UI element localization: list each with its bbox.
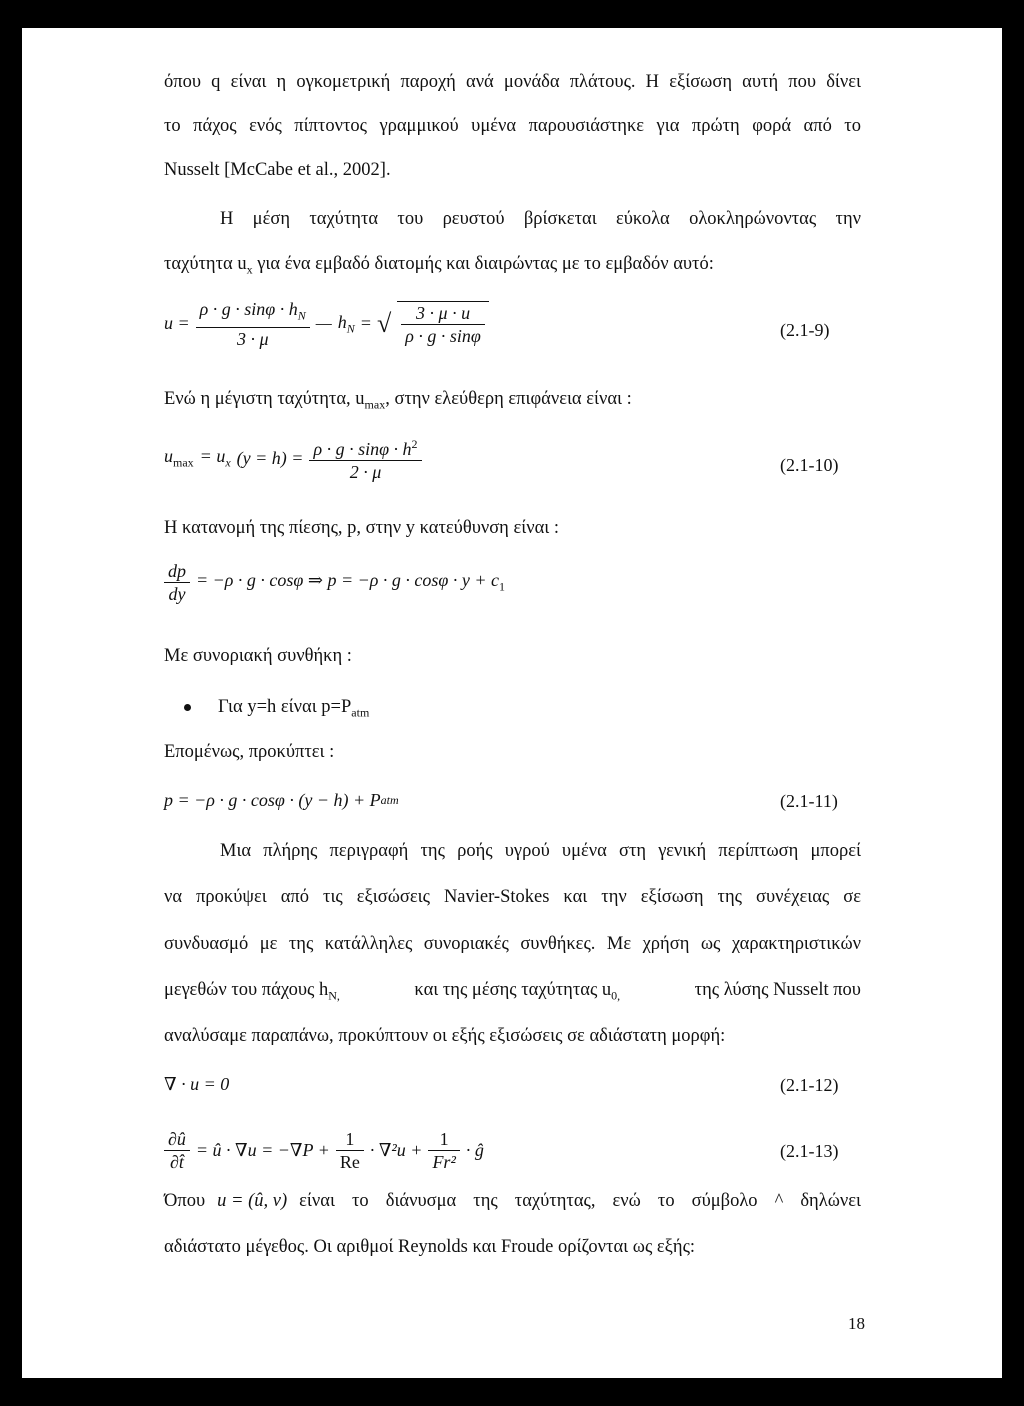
bullet-icon	[184, 704, 191, 711]
eq-numerator: 3 · μ · u	[401, 302, 485, 325]
eq-sub: N	[346, 321, 355, 336]
paragraph-5: Με συνοριακή συνθήκη :	[164, 646, 352, 666]
eq-numerator: 1	[428, 1128, 459, 1151]
eq-fraction	[196, 298, 310, 350]
page-number: 18	[848, 1314, 865, 1333]
paragraph-8-line-2: αδιάστατο μέγεθος. Οι αριθμοί Reynolds και Froude ορίζονται ως εξής:	[164, 1237, 696, 1257]
text-span: της λύσης Nusselt που	[694, 980, 861, 1000]
eq-fraction	[336, 1128, 364, 1173]
eq-text: ρ · g · sinφ · h	[199, 299, 298, 319]
paragraph-7-line-4	[164, 979, 861, 1007]
subscript: atm	[351, 705, 370, 720]
subscript: x	[246, 262, 253, 277]
eq-sub: max	[173, 455, 194, 470]
eq-denominator: dy	[168, 584, 186, 604]
text-span: μεγεθών του πάχους h	[164, 980, 329, 1000]
eq-denominator: Fr²	[432, 1152, 456, 1172]
paragraph-7-line-5: αναλύσαμε παραπάνω, προκύπτουν οι εξής εξισώσεις σε αδιάστατη μορφή:	[164, 1026, 726, 1046]
eq-denominator: 2 · μ	[349, 462, 382, 482]
eq-lhs: u =	[164, 313, 190, 334]
eq-text: · ĝ	[465, 1140, 484, 1160]
eq-text: = −ρ · g · cosφ ⇒ p = −ρ · g · cosφ · y + c	[196, 570, 499, 591]
paragraph-7-line-2: να προκύψει από τις εξισώσεις Navier-Stokes και την εξίσωση της συνέχειας σε	[164, 887, 861, 907]
eq-text: · ∇²u +	[369, 1140, 423, 1160]
eq-sqrt	[397, 301, 489, 347]
equation-2-1-9	[164, 298, 489, 350]
text-span	[164, 979, 340, 1007]
equation-2-1-12	[164, 1074, 229, 1095]
eq-text: ρ · g · sinφ · h	[313, 439, 412, 459]
text-span	[414, 979, 620, 1007]
eq-equals: =	[360, 313, 371, 334]
eq-mid	[200, 446, 231, 471]
subscript: N,	[328, 988, 340, 1003]
eq-fraction	[164, 560, 190, 605]
eq-fraction	[428, 1128, 459, 1173]
equation-pressure	[164, 560, 505, 605]
paragraph-4: Η κατανομή της πίεσης, p, στην y κατεύθυνση είναι :	[164, 518, 560, 538]
eq-rhs	[196, 570, 505, 595]
eq-text: p = −ρ · g · cosφ · (y − h) + P	[164, 790, 381, 810]
subscript: max	[364, 397, 386, 412]
paragraph-1-line-1: όπου q είναι η ογκομετρική παροχή ανά μονάδα πλάτους. Η εξίσωση αυτή που δίνει	[164, 72, 861, 92]
paragraph-1-line-2: το πάχος ενός πίπτοντος γραμμικού υμένα παρουσιάστηκε για πρώτη φορά από το	[164, 116, 861, 136]
text-span: για ένα εμβαδό διατομής και διαιρώντας με το εμβαδόν αυτό:	[257, 254, 714, 274]
eq-arg: (y = h) =	[236, 447, 304, 468]
eq-numerator	[309, 433, 421, 461]
eq-sup: 2	[411, 437, 418, 451]
document-page	[22, 28, 1002, 1378]
text-span: Όπου	[164, 1191, 206, 1211]
sqrt-sign-icon: √	[376, 308, 392, 338]
eq-number-2-1-9: (2.1-9)	[780, 320, 830, 340]
eq-h	[338, 312, 355, 337]
eq-sub: x	[225, 455, 231, 470]
eq-number-2-1-13: (2.1-13)	[780, 1141, 839, 1161]
eq-number-2-1-11: (2.1-11)	[780, 791, 838, 811]
eq-number-2-1-10: (2.1-10)	[780, 455, 839, 475]
eq-inline: u = (û, v)	[217, 1191, 288, 1211]
eq-fraction	[164, 1128, 190, 1173]
eq-number-2-1-12: (2.1-12)	[780, 1075, 839, 1095]
paragraph-2-line-2	[164, 253, 714, 281]
eq-sub: atm	[380, 793, 399, 807]
eq-denominator: ρ · g · sinφ	[405, 325, 481, 346]
eq-sub: 1	[498, 579, 505, 594]
eq-denominator: ∂t̂	[170, 1152, 184, 1172]
eq-text: u	[164, 445, 173, 466]
text-span: Για y=h είναι p=P	[218, 697, 352, 717]
eq-denominator: Re	[339, 1152, 360, 1172]
subscript: 0,	[611, 988, 621, 1003]
equation-2-1-13	[164, 1128, 484, 1173]
paragraph-2-line-1: Η μέση ταχύτητα του ρευστού βρίσκεται εύκολα ολοκληρώνοντας την	[220, 209, 861, 229]
eq-sub: N	[297, 308, 306, 323]
equation-2-1-10	[164, 433, 422, 483]
eq-dash: —	[315, 313, 332, 334]
eq-fraction	[401, 302, 485, 347]
eq-lhs	[164, 446, 194, 471]
text-span: , στην ελεύθερη επιφάνεια είναι :	[385, 389, 632, 409]
eq-text: h	[337, 311, 347, 332]
equation-2-1-11	[164, 790, 399, 811]
eq-text: ∇ · u = 0	[164, 1074, 230, 1094]
paragraph-3	[164, 388, 632, 416]
bullet-item	[218, 696, 369, 724]
eq-numerator: ∂û	[164, 1128, 190, 1151]
paragraph-8-line-1	[164, 1190, 861, 1212]
eq-numerator: dp	[164, 560, 190, 583]
eq-text: = û · ∇u = −∇P +	[195, 1140, 330, 1160]
text-span: είναι το διάνυσμα της ταχύτητας, ενώ το σύμβολο ^ δηλώνει	[299, 1191, 861, 1211]
eq-denominator: 3 · μ	[236, 328, 269, 349]
text-span: και της μέσης ταχύτητας u	[414, 980, 612, 1000]
eq-numerator: 1	[336, 1128, 364, 1151]
eq-fraction	[309, 433, 421, 483]
paragraph-7-line-3: συνδυασμό με της κατάλληλες συνοριακές συνθήκες. Με χρήση ως χαρακτηριστικών	[164, 934, 861, 954]
eq-numerator	[196, 298, 310, 328]
text-span: Ενώ η μέγιστη ταχύτητα, u	[164, 389, 365, 409]
paragraph-6: Επομένως, προκύπτει :	[164, 742, 335, 762]
paragraph-7-line-1: Μια πλήρης περιγραφή της ροής υγρού υμένα στη γενική περίπτωση μπορεί	[220, 841, 861, 861]
paragraph-1-line-3: Nusselt [McCabe et al., 2002].	[164, 160, 391, 180]
eq-text: = u	[199, 445, 226, 466]
text-span: ταχύτητα u	[164, 254, 247, 274]
